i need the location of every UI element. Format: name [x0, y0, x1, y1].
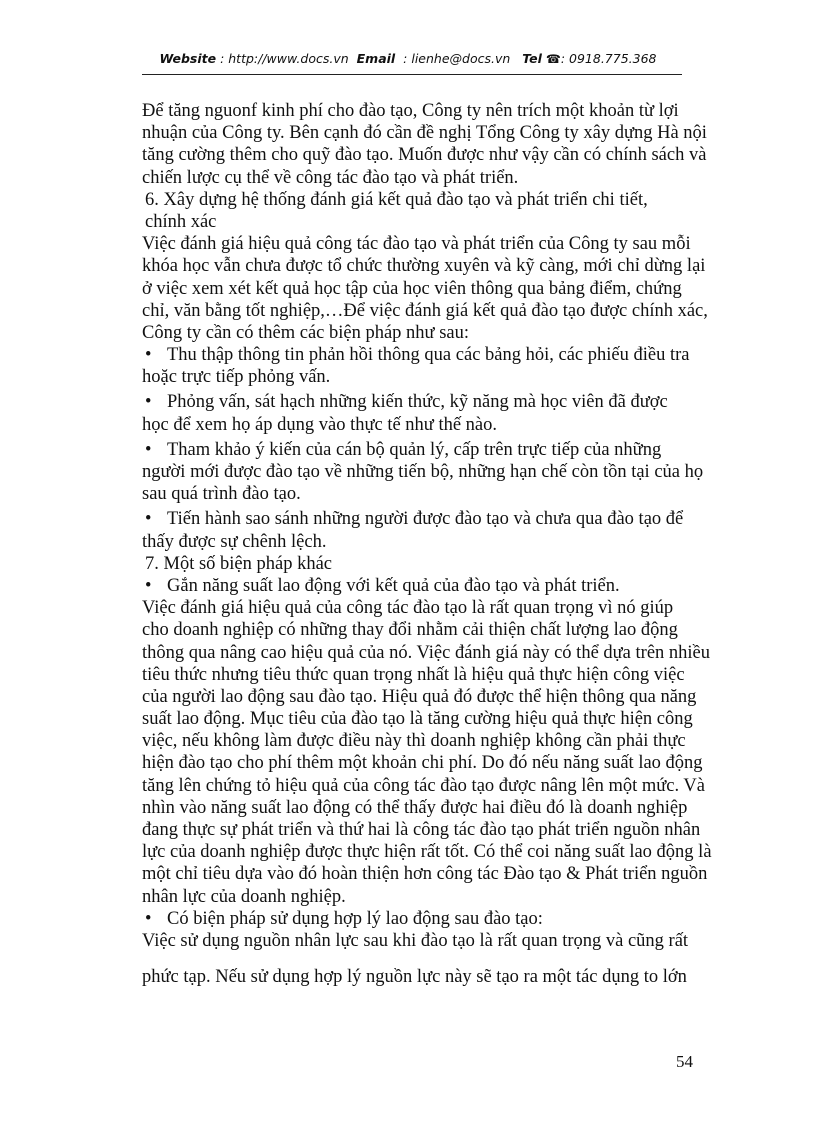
- text-line: Để tăng nguonf kinh phí cho đào tạo, Công ty nên trích một khoản từ lợi: [142, 101, 679, 121]
- bullet-cont: học để xem họ áp dụng vào thực tế như thế nào.: [142, 414, 498, 435]
- text-line: Công ty cần có thêm các biện pháp như sau:: [142, 322, 470, 343]
- bullet-cont: sau quá trình đào tạo.: [142, 484, 301, 505]
- text-line: đang thực sự phát triển và thứ hai là công tác đào tạo phát triển nguồn nhân: [142, 820, 701, 840]
- header-rule: [142, 74, 682, 75]
- text-line: suất lao động. Mục tiêu của đào tạo là tăng cường hiệu quả thực hiện công: [142, 709, 693, 730]
- document-body: [142, 100, 712, 988]
- bullet-text: Phỏng vấn, sát hạch những kiến thức, kỹ năng mà học viên đã được: [167, 392, 668, 413]
- bullet-text: Tham khảo ý kiến của cán bộ quản lý, cấp trên trực tiếp của những: [167, 439, 662, 460]
- section-heading-6: 6. Xây dựng hệ thống đánh giá kết quả đào tạo và phát triển chi tiết,: [145, 189, 648, 210]
- bullet-text: Có biện pháp sử dụng hợp lý lao động sau đào tạo:: [167, 908, 543, 929]
- bullet-icon: •: [145, 439, 152, 460]
- bullet-item: [142, 575, 698, 597]
- text-line: của người lao động sau đào tạo. Hiệu quả đó được thể hiện thông qua năng: [142, 686, 697, 707]
- text-line: chiến lược cụ thể về công tác đào tạo và phát triển.: [142, 167, 519, 188]
- section-heading-6-cont: chính xác: [145, 211, 217, 232]
- text-line: cho doanh nghiệp có những thay đổi nhằm cải thiện chất lượng lao động: [142, 620, 678, 641]
- bullet-text: Tiến hành sao sánh những người được đào tạo và chưa qua đào tạo để: [167, 509, 684, 530]
- bullet-icon: •: [145, 345, 152, 366]
- text-line: Việc đánh giá hiệu quả của công tác đào tạo là rất quan trọng vì nó giúp: [142, 598, 674, 619]
- text-line: hiện đào tạo cho phí thêm một khoản chi phí. Do đó nếu năng suất lao động: [142, 753, 703, 774]
- text-line: phức tạp. Nếu sử dụng hợp lý nguồn lực này sẽ tạo ra một tác dụng to lớn: [142, 967, 687, 988]
- text-line: tăng lên chứng tỏ hiệu quả của công tác đào tạo được nâng lên một mức. Và: [142, 775, 706, 796]
- bullet-icon: •: [145, 575, 152, 596]
- text-line: chỉ, văn bằng tốt nghiệp,…Để việc đánh giá kết quả đào tạo được chính xác,: [142, 300, 708, 321]
- tel-label: Tel: [522, 51, 542, 66]
- bullet-item: [142, 508, 698, 530]
- page-number: 54: [676, 1052, 693, 1071]
- text-line: ở việc xem xét kết quả học tập của học viên thông qua bảng điểm, chứng: [142, 278, 682, 299]
- bullet-icon: •: [145, 908, 152, 929]
- text-line: Việc sử dụng nguồn nhân lực sau khi đào tạo là rất quan trọng và cũng rất: [142, 930, 689, 951]
- email-label: Email: [356, 51, 396, 66]
- bullet-cont: người mới được đào tạo về những tiến bộ, những hạn chế còn tồn tại của họ: [142, 462, 704, 482]
- bullet-item: [142, 391, 698, 413]
- text-line: tăng cường thêm cho quỹ đào tạo. Muốn được như vậy cần có chính sách và: [142, 145, 707, 166]
- bullet-cont: hoặc trực tiếp phỏng vấn.: [142, 367, 331, 388]
- tel-value: : 0918.775.368: [560, 51, 657, 66]
- text-line: nhân lực của doanh nghiệp.: [142, 886, 346, 907]
- website-value: : http://www.docs.vn: [220, 51, 349, 66]
- text-line: Việc đánh giá hiệu quả công tác đào tạo và phát triển của Công ty sau mỗi: [142, 234, 691, 255]
- text-line: nhìn vào năng suất lao động có thể thấy được hai điều đó là doanh nghiệp: [142, 797, 688, 818]
- bullet-icon: •: [145, 509, 152, 530]
- bullet-cont: thấy được sự chênh lệch.: [142, 531, 327, 552]
- bullet-item: [142, 344, 698, 366]
- email-value: : lienhe@docs.vn: [403, 51, 511, 66]
- section-heading-7: 7. Một số biện pháp khác: [145, 553, 333, 574]
- bullet-icon: •: [145, 392, 152, 413]
- text-line: tiêu thức nhưng tiêu thức quan trọng nhất là hiệu quả thực hiện công việc: [142, 664, 685, 685]
- bullet-item: [142, 908, 698, 930]
- text-line: thông qua nâng cao hiệu quả của nó. Việc đánh giá này có thể dựa trên nhiều: [142, 642, 711, 663]
- phone-icon: ☎: [545, 52, 561, 66]
- text-line: nhuận của Công ty. Bên cạnh đó cần đề nghị Tổng Công ty xây dựng Hà nội: [142, 123, 707, 144]
- page-header: [0, 51, 816, 66]
- text-line: lực của doanh nghiệp được thực hiện rất tốt. Có thể coi năng suất lao động là: [142, 842, 712, 863]
- website-label: Website: [159, 51, 217, 66]
- bullet-text: Thu thập thông tin phản hồi thông qua các bảng hỏi, các phiếu điều tra: [167, 345, 690, 366]
- bullet-text: Gắn năng suất lao động với kết quả của đào tạo và phát triển.: [167, 575, 620, 596]
- text-line: việc, nếu không làm được điều này thì doanh nghiệp không cần phải thực: [142, 731, 686, 752]
- text-line: một chỉ tiêu dựa vào đó hoàn thiện hơn công tác Đào tạo & Phát triển nguồn: [142, 864, 708, 885]
- text-line: khóa học vẫn chưa được tổ chức thường xuyên và kỹ càng, mới chỉ dừng lại: [142, 256, 706, 277]
- bullet-item: [142, 439, 698, 461]
